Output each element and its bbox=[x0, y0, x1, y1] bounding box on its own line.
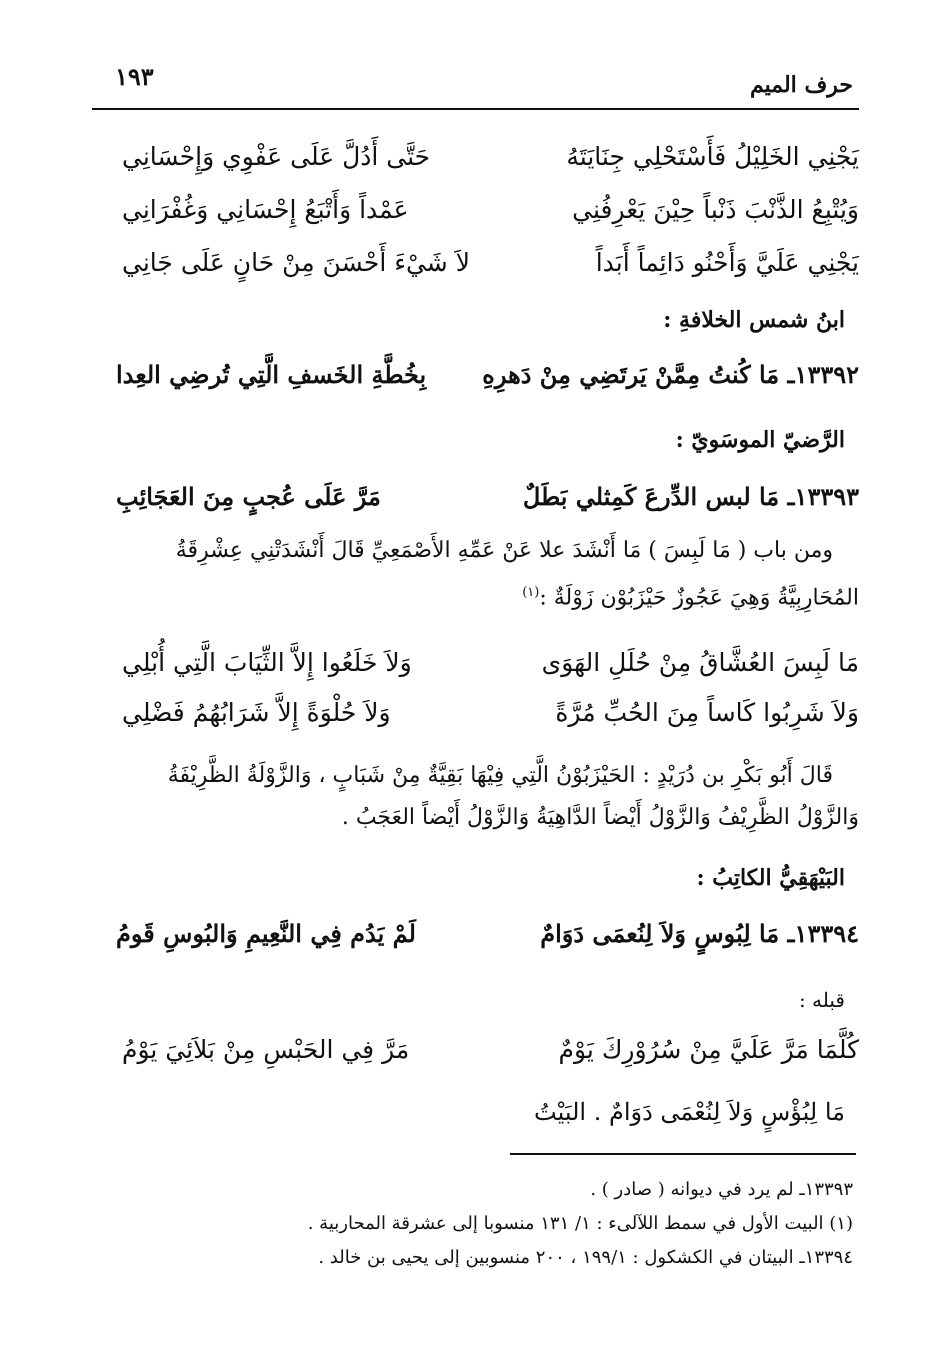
verse-first-hemistich: ١٣٣٩٤ـ مَا لِبُوسٍ وَلاَ لِنُعمَى دَوَامٌ bbox=[540, 919, 859, 948]
verse-first-hemistich: كُلَّمَا مَرَّ عَلَيَّ مِنْ سُرُوْرِكَ يَوْمٌ bbox=[558, 1035, 859, 1064]
verse-second-hemistich: لاَ شَيْءَ أَحْسَنَ مِنْ حَانٍ عَلَى جَانِي bbox=[122, 248, 470, 277]
footnote: (١) البيت الأول في سمط اللآلىء : ١/ ١٣١ منسوبا إلى عشرقة المحاربية . bbox=[307, 1213, 853, 1234]
numbered-verse bbox=[92, 355, 859, 395]
footnote-divider bbox=[510, 1153, 856, 1155]
footnote-ref: (١) bbox=[522, 585, 540, 600]
prose-line: المُحَارِبِيَّةُ وَهِيَ عَجُوزٌ حَيْزَبُوْن زَوْلَةٌ :$^{(١)}$ bbox=[522, 585, 859, 611]
verse-second-hemistich: وَلاَ خَلَعُوا إِلاَّ الثِّيَابَ الَّتِي أُبْلِي bbox=[122, 648, 412, 677]
numbered-verse bbox=[92, 914, 859, 954]
verse-first-hemistich: يَجْنِي عَلَيَّ وَأَحْنُو دَائِماً أَبَداً bbox=[595, 248, 859, 277]
prose-line: قَالَ أَبُو بَكْرِ بن دُرَيْدٍ : الحَيْزَبُوْنُ الَّتِي فِيْهَا بَقِيَّةٌ مِنْ شَبَابٍ ، وَالزَّوْلَةُ الظَّرِيْفَةُ bbox=[167, 763, 833, 788]
verse-line bbox=[92, 190, 859, 230]
verse-line bbox=[92, 137, 859, 177]
verse-first-hemistich: وَلاَ شَرِبُوا كَاساً مِنَ الحُبِّ مُرَّةً bbox=[555, 698, 859, 727]
verse-first-hemistich: ١٣٣٩٢ـ مَا كُنتُ مِمَّنْ يَرتَضِي مِنْ دَهرِهِ bbox=[482, 360, 859, 389]
verse-second-hemistich: عَمْداً وَأَتْبَعُ إِحْسَانِي وَغُفْرَانِي bbox=[122, 195, 409, 224]
footnote: ١٣٣٩٤ـ البيتان في الكشكول : ١٩٩/١ ، ٢٠٠ منسوبين إلى يحيى بن خالد . bbox=[318, 1247, 853, 1268]
verse-second-hemistich: حَتَّى أَدُلَّ عَلَى عَفْوِي وَإِحْسَانِي bbox=[122, 142, 431, 171]
verse-first-hemistich: ١٣٣٩٣ـ مَا لبس الدِّرعَ كَمِثلي بَطَلٌ bbox=[522, 482, 859, 511]
verse-second-hemistich: لَمْ يَدُم فِي النَّعِيمِ وَالبُوسِ قَومُ bbox=[116, 919, 416, 948]
verse-line bbox=[92, 1030, 859, 1070]
verse-second-hemistich: وَلاَ حُلْوَةً إِلاَّ شَرَابُهُمُ فَضْلِي bbox=[122, 698, 391, 727]
verse-single-line: مَا لِبُؤْسٍ وَلاَ لِنُعْمَى دَوَامٌ . البَيْتُ bbox=[534, 1098, 845, 1126]
prose-line: وَالزَّوْلُ الظَّرِيْفُ وَالزَّوْلُ أَيْضاً الدَّاهِيَةُ وَالزَّوْلُ أَيْضاً العَجَبُ . bbox=[341, 805, 859, 830]
page-number: ١٩٣ bbox=[115, 62, 154, 91]
verse-second-hemistich: بِخُطَّةِ الخَسفِ الَّتِي تُرضِي العِدا bbox=[116, 360, 427, 389]
verse-second-hemistich: مَرَّ عَلَى عُجبٍ مِنَ العَجَائِبِ bbox=[116, 482, 381, 511]
verse-line bbox=[92, 243, 859, 283]
verse-line bbox=[92, 643, 859, 683]
prose-paragraph bbox=[92, 755, 859, 839]
verse-second-hemistich: مَرَّ فِي الحَبْسِ مِنْ بَلاَئِيَ يَوْمُ bbox=[122, 1035, 410, 1064]
header-divider bbox=[92, 108, 859, 110]
numbered-verse bbox=[92, 477, 859, 517]
poet-name: البَيْهَقِيُّ الكاتِبُ : bbox=[696, 865, 845, 891]
verse-first-hemistich: وَيُتْبِعُ الذَّنْبَ ذَنْباً حِيْنَ يَعْرِفُنِي bbox=[572, 195, 859, 224]
poet-name: ابنُ شمس الخلافةِ : bbox=[663, 307, 845, 333]
prose-line: ومن باب ( مَا لَبِسَ ) مَا أَنْشَدَ علا عَنْ عَمِّهِ الأَصْمَعِيِّ قَالَ أَنْشَدَتْنِي عِشْرِقَةُ bbox=[175, 538, 833, 563]
chapter-title: حرف الميم bbox=[749, 72, 853, 98]
preceding-note: قبله : bbox=[798, 988, 845, 1012]
prose-paragraph bbox=[92, 530, 859, 619]
poet-name: الرَّضيّ الموسَويّ : bbox=[675, 427, 845, 453]
verse-line bbox=[92, 693, 859, 733]
verse-first-hemistich: مَا لَبِسَ العُشَّاقُ مِنْ حُلَلِ الهَوَى bbox=[541, 648, 859, 677]
footnote: ١٣٣٩٣ـ لم يرد في ديوانه ( صادر ) . bbox=[590, 1179, 853, 1200]
verse-first-hemistich: يَجْنِي الخَلِيْلُ فَأَسْتَحْلِي جِنَايَتَهُ bbox=[566, 142, 859, 171]
